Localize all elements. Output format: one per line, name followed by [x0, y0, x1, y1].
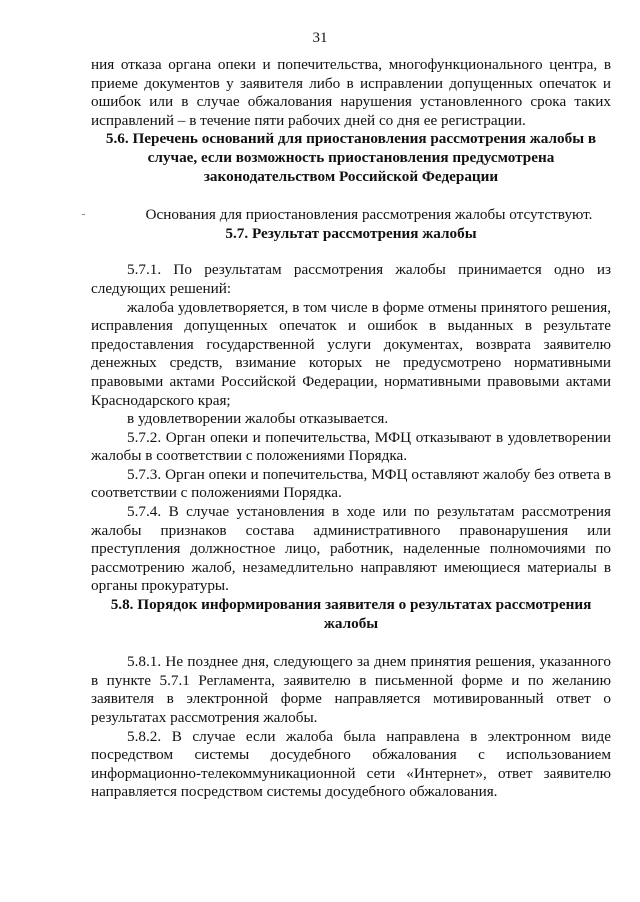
section-5-7-heading: 5.7. Результат рассмотрения жалобы [225, 224, 477, 242]
paragraph-5-8-2: 5.8.2. В случае если жалоба была направлена в электронном виде посредством системы досудебного обжалования с использованием информационно-телекоммуникационной сети «Интернет», ответ заявителю направляется посредством системы досудебного обжалования. [91, 727, 611, 801]
decision-option-2: в удовлетворении жалобы отказывается. [127, 410, 389, 428]
page-number: 31 [312, 30, 328, 46]
paragraph-5-7-1: 5.7.1. По результатам рассмотрения жалобы принимается одно из следующих решений: [91, 261, 611, 297]
section-5-6-heading: 5.6. Перечень оснований для приостановления рассмотрения жалобы в случае, если возможность приостановления предусмотрена законодательством Российской Федерации [105, 130, 597, 185]
section-5-8-heading: 5.8. Порядок информирования заявителя о результатах рассмотрения жалобы [110, 596, 592, 632]
paragraph-5-7-3: 5.7.3. Орган опеки и попечительства, МФЦ оставляют жалобу без ответа в соответствии с положениями Порядка. [91, 465, 611, 502]
section-5-6-text: Основания для приостановления рассмотрения жалобы отсутствуют. [145, 206, 593, 224]
paragraph-5-7-4: 5.7.4. В случае установления в ходе или по результатам рассмотрения жалобы признаков состава административного правонарушения или преступления должностное лицо, работник, наделенные полномочиями по рассмотрению жалоб, незамедлительно направляют имеющиеся материалы в органы прокуратуры. [91, 503, 611, 595]
paragraph-5-7-2: 5.7.2. Орган опеки и попечительства, МФЦ отказывают в удовлетворении жалобы в соответствии с положениями Порядка. [91, 428, 611, 465]
intro-paragraph: ния отказа органа опеки и попечительства, многофункционального центра, в приеме документов у заявителя либо в исправлении допущенных опечаток и ошибок или в случае обжалования нарушения установленного срока таких исправлений – в течение пяти рабочих дней со дня ее регистрации. [91, 56, 611, 129]
scan-mark [82, 214, 85, 215]
document-body [91, 56, 611, 802]
paragraph-5-8-1: 5.8.1. Не позднее дня, следующего за днем принятия решения, указанного в пункте 5.7.1 Регламента, заявителю в письменной форме и по желанию заявителя в электронной форме направляется мотивированный ответ о результатах рассмотрения жалобы. [91, 653, 611, 726]
decision-option-1: жалоба удовлетворяется, в том числе в форме отмены принятого решения, исправления допущенных опечаток и ошибок в выданных в результате предоставления государственной услуги документах, возврата заявителю денежных средств, взимание которых не предусмотрено нормативными правовыми актами Российской Федерации, нормативными правовыми актами Краснодарского края; [91, 298, 611, 409]
